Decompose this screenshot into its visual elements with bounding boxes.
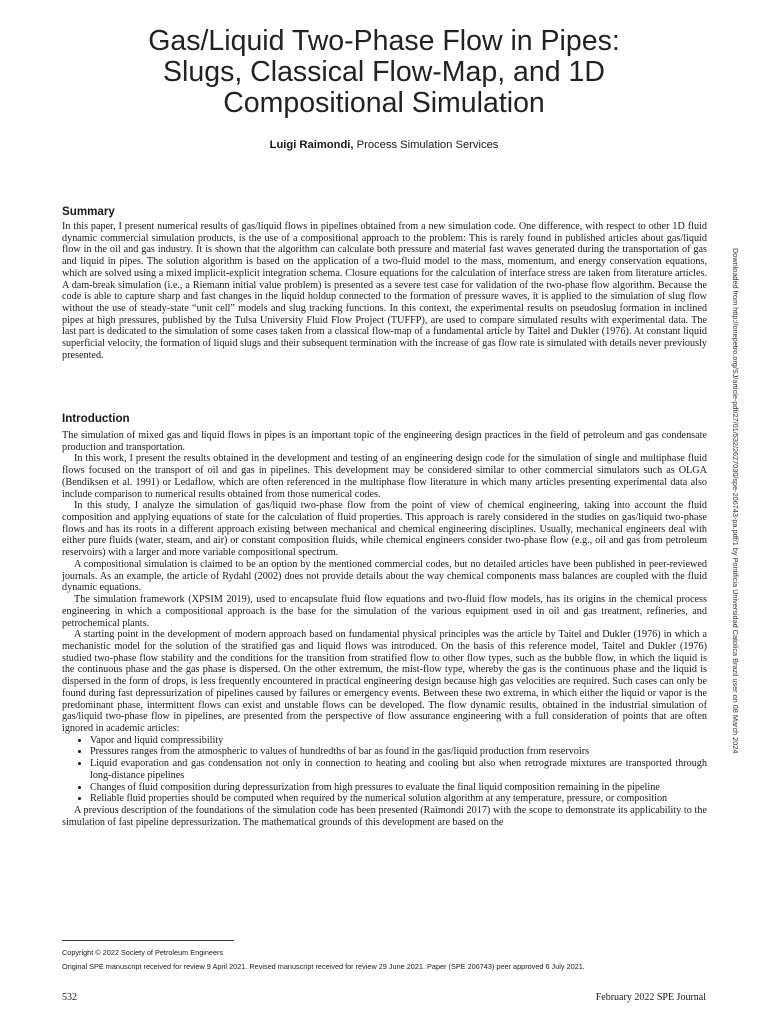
- list-item: • Vapor and liquid compressibility: [90, 735, 707, 747]
- intro-paragraph-2: In this work, I present the results obtained in the development and testing of an engineering design code for the simulation of single and multiphase fluid flows focused on the transport of oil and gas in pipelines. This development may be considered similar to other commercial simulators such as OLGA (Bendiksen et al. 1991) or Ledaflow, which are often referenced in the multiphase flow literature in which many articles presenting experimental data also include comparison to numerical results obtained from those numerical codes.: [62, 453, 707, 500]
- intro-paragraph-7: A previous description of the foundations of the simulation code has been presented (Raimondi 2017) with the scope to demonstrate its applicability to the simulation of fast pipeline depressurization. The mathematical grounds of this development are based on the: [62, 805, 707, 828]
- intro-paragraph-1: The simulation of mixed gas and liquid flows in pipes is an important topic of the engineering design practices in the field of petroleum and gas condensate production and transportation.: [62, 430, 707, 453]
- list-item: • Changes of fluid composition during depressurization from high pressures to evaluate the final liquid composition remaining in the pipeline: [90, 782, 707, 794]
- copyright-note: Copyright © 2022 Society of Petroleum Engineers: [62, 948, 224, 957]
- summary-section: [62, 221, 707, 362]
- download-side-note: Downloaded from http://onepetro.org/SJ/article-pdf/27/01/532/2627030/spe-206743-pa.pdf/1 by Pontificia Universidad Catolica Brazil user on 08 March 2024: [731, 248, 740, 754]
- intro-paragraph-6: A starting point in the development of modern approach based on fundamental physical principles was the article by Taitel and Dukler (1976) in which a mechanistic model for the solution of the stratified gas and liquid flows was introduced. On the basis of this reference model, Taitel and Dukler (1976) studied two-phase flow stability and the conditions for the transition from stratified flow to other flow types, such as the bubble flow, in which the liquid is the continuous phase and the gas phase is dispersed. On the other extremum, the mist-flow type, whereby the gas is the continuous phase and the liquid is dispersed in the form of drops, is less frequently encountered in practical engineering design because high gas velocities are required. Such cases can only be found during fast depressurization of pipelines caused by failures or emergency events. Between these two extrema, in which either the liquid or vapor is the predominant phase, intermittent flows can exist and unstable flows can be developed. The flow dynamic results, obtained in the industrial simulation of gas/liquid two-phase flow in pipelines, are presented from the perspective of flow assurance engineering with a full consideration of points that are often ignored in academic articles:: [62, 629, 707, 734]
- title-line-1: Gas/Liquid Two-Phase Flow in Pipes:: [148, 25, 620, 57]
- introduction-heading: Introduction: [62, 412, 130, 425]
- author-name: Luigi Raimondi,: [269, 139, 354, 151]
- footnote-divider: [62, 940, 234, 941]
- list-item: • Pressures ranges from the atmospheric to values of hundredths of bar as found in the gas/liquid production from reservoirs: [90, 746, 707, 758]
- intro-paragraph-3: In this study, I analyze the simulation of gas/liquid two-phase flow from the point of view of chemical engineering, taking into account the fluid composition and applying equations of state for the calculation of fluid properties. This approach is rarely considered in the studies on gas/liquid two-phase flows and has its roots in a different approach existing between mechanical and chemical engineering disciplines. Usually, mechanical engineers deal with either pure fluids (water, steam, and air) or constant composition fluids, while chemical engineers consider two-phase flow (e.g., oil and gas from petroleum reservoirs) with a larger and more variable compositional spectrum.: [62, 500, 707, 559]
- bullet-list: [62, 735, 707, 805]
- title-line-2: Slugs, Classical Flow-Map, and 1D: [163, 56, 605, 88]
- author-affiliation: Process Simulation Services: [356, 139, 499, 151]
- introduction-section: [62, 430, 707, 828]
- intro-paragraph-5: The simulation framework (XPSIM 2019), used to encapsulate fluid flow equations and two-fluid flow models, has its origins in the chemical process engineering in which a compositional approach is the base for the simulation of the various equipment used in oil and gas treatment, refineries, and petrochemical plants.: [62, 594, 707, 629]
- title-line-3: Compositional Simulation: [223, 87, 545, 119]
- intro-paragraph-4: A compositional simulation is claimed to be an option by the mentioned commercial codes, but no detailed articles have been published in peer-reviewed journals. As an example, the article of Rydahl (2002) does not provide details about the way chemical components mass balances are coupled with the fluid dynamic equations.: [62, 558, 707, 594]
- summary-text: In this paper, I present numerical results of gas/liquid flows in pipelines obtained from a new simulation code. One difference, with respect to other 1D fluid dynamic commercial simulation products, is the use of a compositional approach to the problem: This is rarely found in published articles about gas/liquid flow in the oil and gas industry. It is shown that the algorithm can calculate both pressure and material fast waves generated during the transportation of gas and liquid in pipes. The solution algorithm is based on the application of a two-fluid model to the mass, momentum, and energy conservation equations, which are solved using a mixed implicit-explicit integration schema. Closure equations for the calculation of interface stress are taken from literature articles. A dam-break simulation (i.e., a Riemann initial value problem) is presented as a severe test case for validation of the two-phase flow algorithm. Because the code is able to capture sharp and fast changes in the liquid holdup connected to the formation of pressure waves, it is applied to the simulation of slug flow without the use of steady-state “unit cell” models and slug tracking functions. In this context, the experimental results on pseudoslug formation in inclined pipes at high pressures, published by the Tulsa University Fluid Flow Project (TUFFP), are used to compare simulated results with experimental data. The last part is dedicated to the simulation of some cases taken from a classical flow-map of a fundamental article by Taitel and Dukler (1976). At constant liquid superficial velocity, the formation of liquid slugs and their subsequent termination with the increase of gas flow rate is simulated with details never previously presented.: [62, 221, 707, 361]
- manuscript-note: Original SPE manuscript received for review 9 April 2021. Revised manuscript received for review 29 June 2021. Paper (SPE 206743) peer approved 6 July 2021.: [62, 962, 585, 971]
- journal-footer: February 2022 SPE Journal: [595, 992, 706, 1003]
- author-line: [60, 139, 708, 151]
- list-item: • Reliable fluid properties should be computed when required by the numerical solution algorithm at any temperature, pressure, or composition: [90, 793, 707, 805]
- summary-heading: Summary: [62, 205, 115, 218]
- page-number: 532: [62, 992, 77, 1003]
- paper-title: [60, 26, 708, 119]
- list-item: • Liquid evaporation and gas condensation not only in connection to heating and cooling but also when retrograde mixtures are transported through long-distance pipelines: [90, 758, 707, 781]
